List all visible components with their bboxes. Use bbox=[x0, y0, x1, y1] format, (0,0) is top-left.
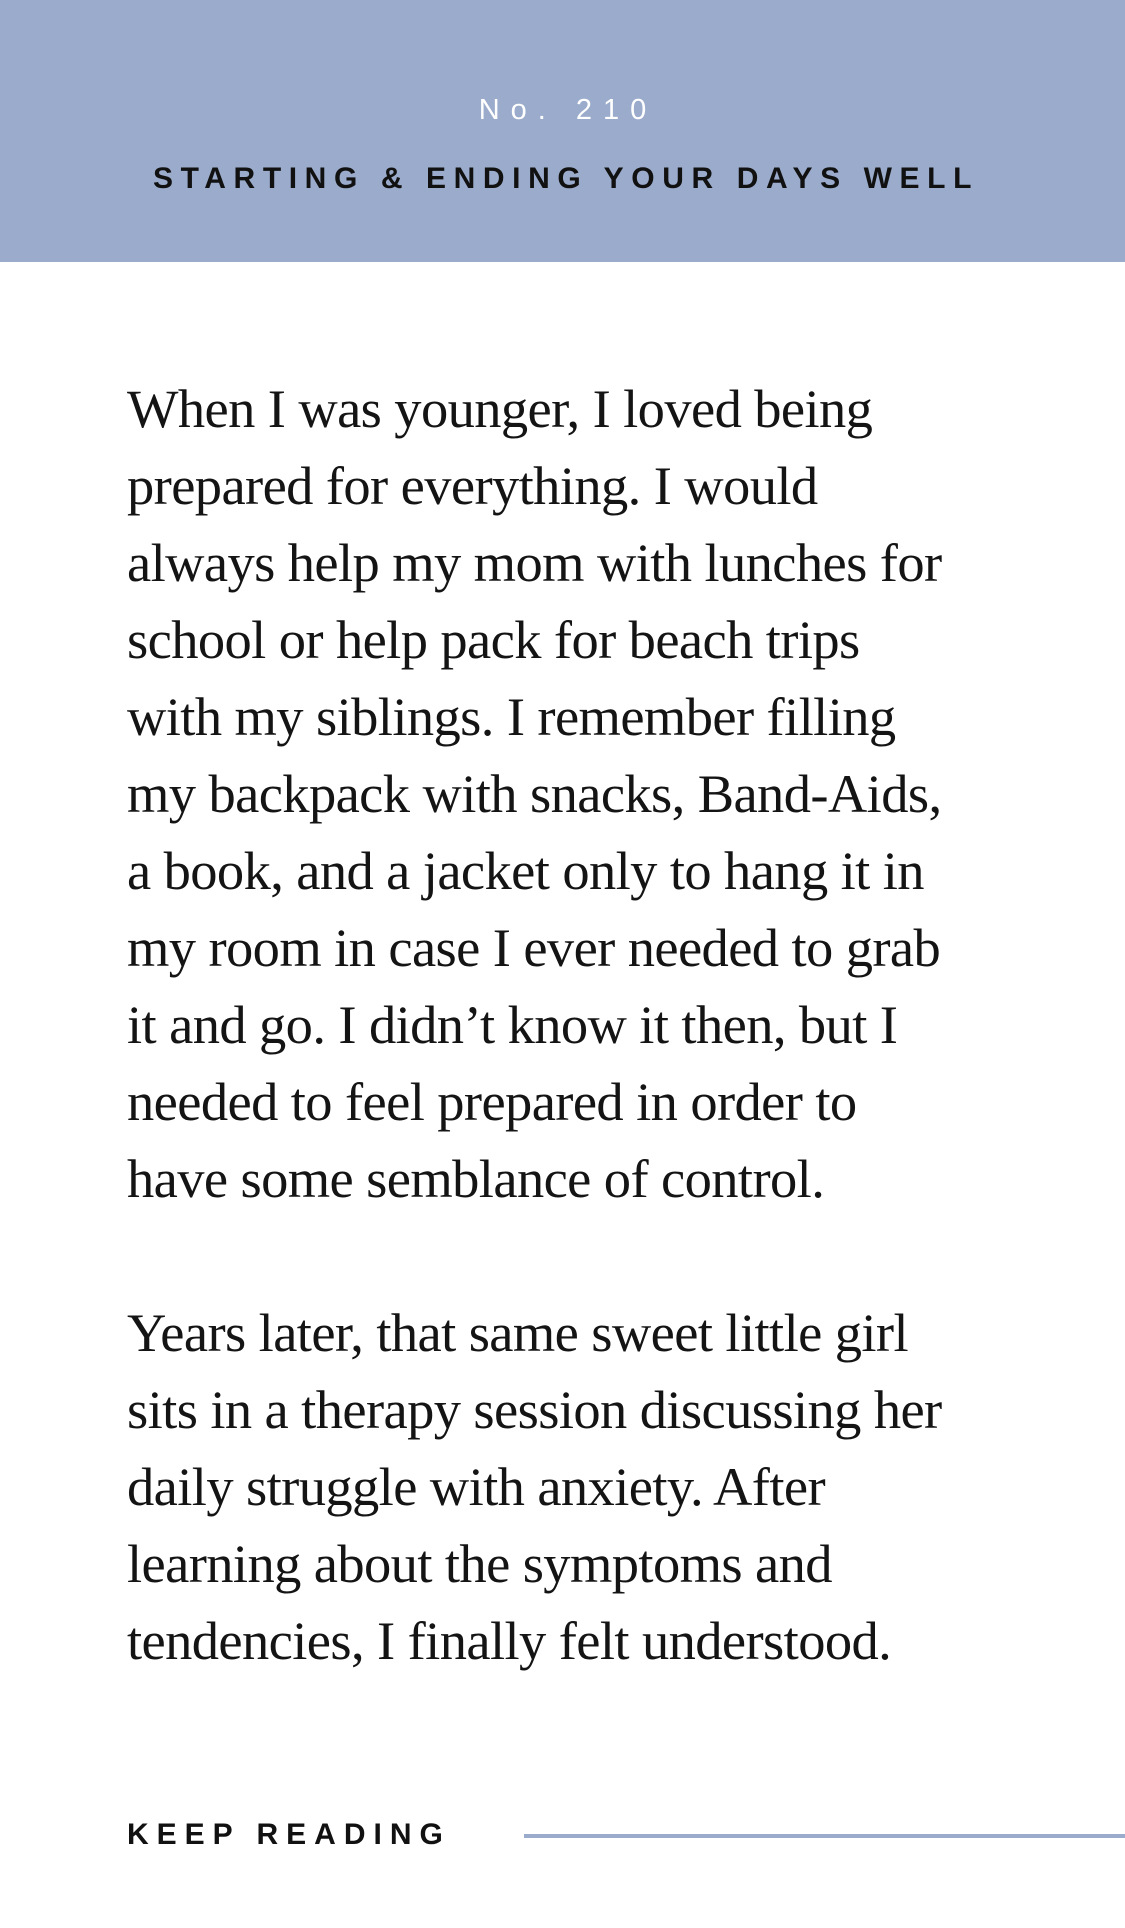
header-banner bbox=[0, 0, 1125, 262]
paragraph-line: sits in a therapy session discussing her bbox=[127, 1379, 942, 1440]
paragraph-line: always help my mom with lunches for bbox=[127, 532, 942, 593]
paragraph-line: tendencies, I finally felt understood. bbox=[127, 1610, 892, 1671]
footer-divider bbox=[524, 1834, 1125, 1838]
paragraph-line: prepared for everything. I would bbox=[127, 455, 818, 516]
article-paragraph bbox=[127, 1294, 1067, 1679]
paragraph-line: needed to feel prepared in order to bbox=[127, 1071, 857, 1132]
paragraph-line: my room in case I ever needed to grab bbox=[127, 917, 941, 978]
paragraph-line: Years later, that same sweet little girl bbox=[127, 1302, 909, 1363]
paragraph-line: my backpack with snacks, Band-Aids, bbox=[127, 763, 942, 824]
article-paragraph bbox=[127, 370, 1067, 1217]
paragraph-line: a book, and a jacket only to hang it in bbox=[127, 840, 924, 901]
paragraph-line: When I was younger, I loved being bbox=[127, 378, 873, 439]
paragraph-line: school or help pack for beach trips bbox=[127, 609, 860, 670]
issue-number: No. 210 bbox=[478, 94, 658, 126]
paragraph-line: daily struggle with anxiety. After bbox=[127, 1456, 826, 1517]
article-body bbox=[127, 370, 1067, 1679]
keep-reading-link[interactable]: KEEP READING bbox=[127, 1818, 451, 1851]
paragraph-line: with my siblings. I remember filling bbox=[127, 686, 896, 747]
paragraph-line: learning about the symptoms and bbox=[127, 1533, 832, 1594]
paragraph-line: it and go. I didn’t know it then, but I bbox=[127, 994, 898, 1055]
paragraph-line: have some semblance of control. bbox=[127, 1148, 825, 1209]
page-title: STARTING & ENDING YOUR DAYS WELL bbox=[152, 162, 980, 195]
